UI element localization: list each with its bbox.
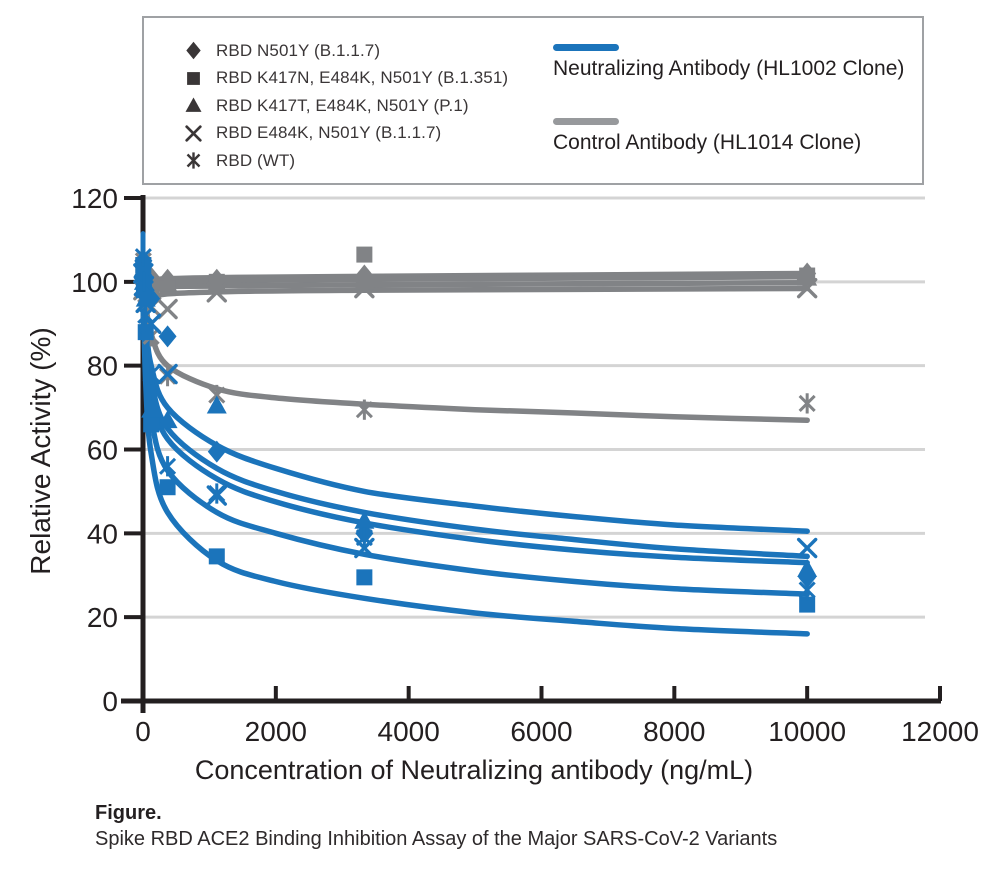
legend-item-variant	[184, 147, 508, 175]
figure-caption-title: Figure.	[95, 802, 162, 824]
neutralizing-antibody-label: Neutralizing Antibody (HL1002 Clone)	[553, 57, 905, 80]
y-tick-label: 40	[86, 518, 118, 550]
x-axis-title: Concentration of Neutralizing antibody (ng/mL)	[194, 755, 754, 785]
legend-variant-label: RBD K417T, E484K, N501Y (P.1)	[216, 95, 469, 115]
fit-curve-control-x	[143, 289, 807, 312]
x-tick-label: 8000	[643, 716, 706, 747]
x-tick-label: 0	[135, 716, 151, 747]
legend-item-variant	[184, 37, 508, 65]
legend-item-variant	[184, 120, 508, 148]
star-marker-icon	[184, 151, 203, 170]
control-antibody-label: Control Antibody (HL1014 Clone)	[553, 131, 862, 154]
neutralizing-line-swatch	[553, 44, 619, 51]
legend-item-neutralizing-antibody	[553, 44, 904, 81]
y-tick-label: 100	[71, 266, 118, 298]
y-tick-label: 0	[102, 686, 118, 717]
x-tick-label: 4000	[377, 716, 440, 747]
triangle-marker-icon	[184, 96, 203, 115]
legend-item-variant	[184, 92, 508, 120]
legend-variant-label: RBD (WT)	[216, 150, 296, 170]
y-tick-label: 20	[86, 602, 118, 634]
legend-variant-label: RBD N501Y (B.1.1.7)	[216, 40, 381, 60]
legend-item-variant	[184, 65, 508, 93]
x-tick-label: 6000	[510, 716, 573, 747]
legend-item-control-antibody	[553, 118, 904, 155]
x-tick-label: 2000	[244, 716, 307, 747]
fit-curve-neutralizing-star	[143, 278, 807, 594]
y-tick-label: 60	[86, 434, 118, 466]
series-neutralizing-star	[136, 247, 815, 600]
legend-variant-label: RBD E484K, N501Y (B.1.1.7)	[216, 123, 442, 143]
figure-caption	[95, 801, 777, 852]
fit-curve-control-star	[143, 273, 807, 420]
legend-variant-label: RBD K417N, E484K, N501Y (B.1.351)	[216, 68, 509, 88]
diamond-marker-icon	[184, 41, 203, 60]
control-line-swatch	[553, 118, 619, 125]
legend-antibody-list	[553, 44, 904, 155]
x-tick-label: 10000	[768, 716, 847, 747]
x-tick-label: 12000	[901, 716, 979, 747]
square-marker-icon	[184, 69, 203, 88]
y-tick-label: 80	[86, 350, 118, 382]
legend-variant-list	[184, 37, 508, 175]
figure-caption-text: Spike RBD ACE2 Binding Inhibition Assay of the Major SARS-CoV-2 Variants	[95, 828, 778, 850]
x-marker-icon	[184, 124, 203, 143]
chart-legend	[142, 16, 924, 185]
fit-curve-neutralizing-x	[143, 269, 807, 556]
y-axis-title: Relative Activity (%)	[25, 327, 56, 575]
y-tick-label: 120	[71, 183, 118, 214]
